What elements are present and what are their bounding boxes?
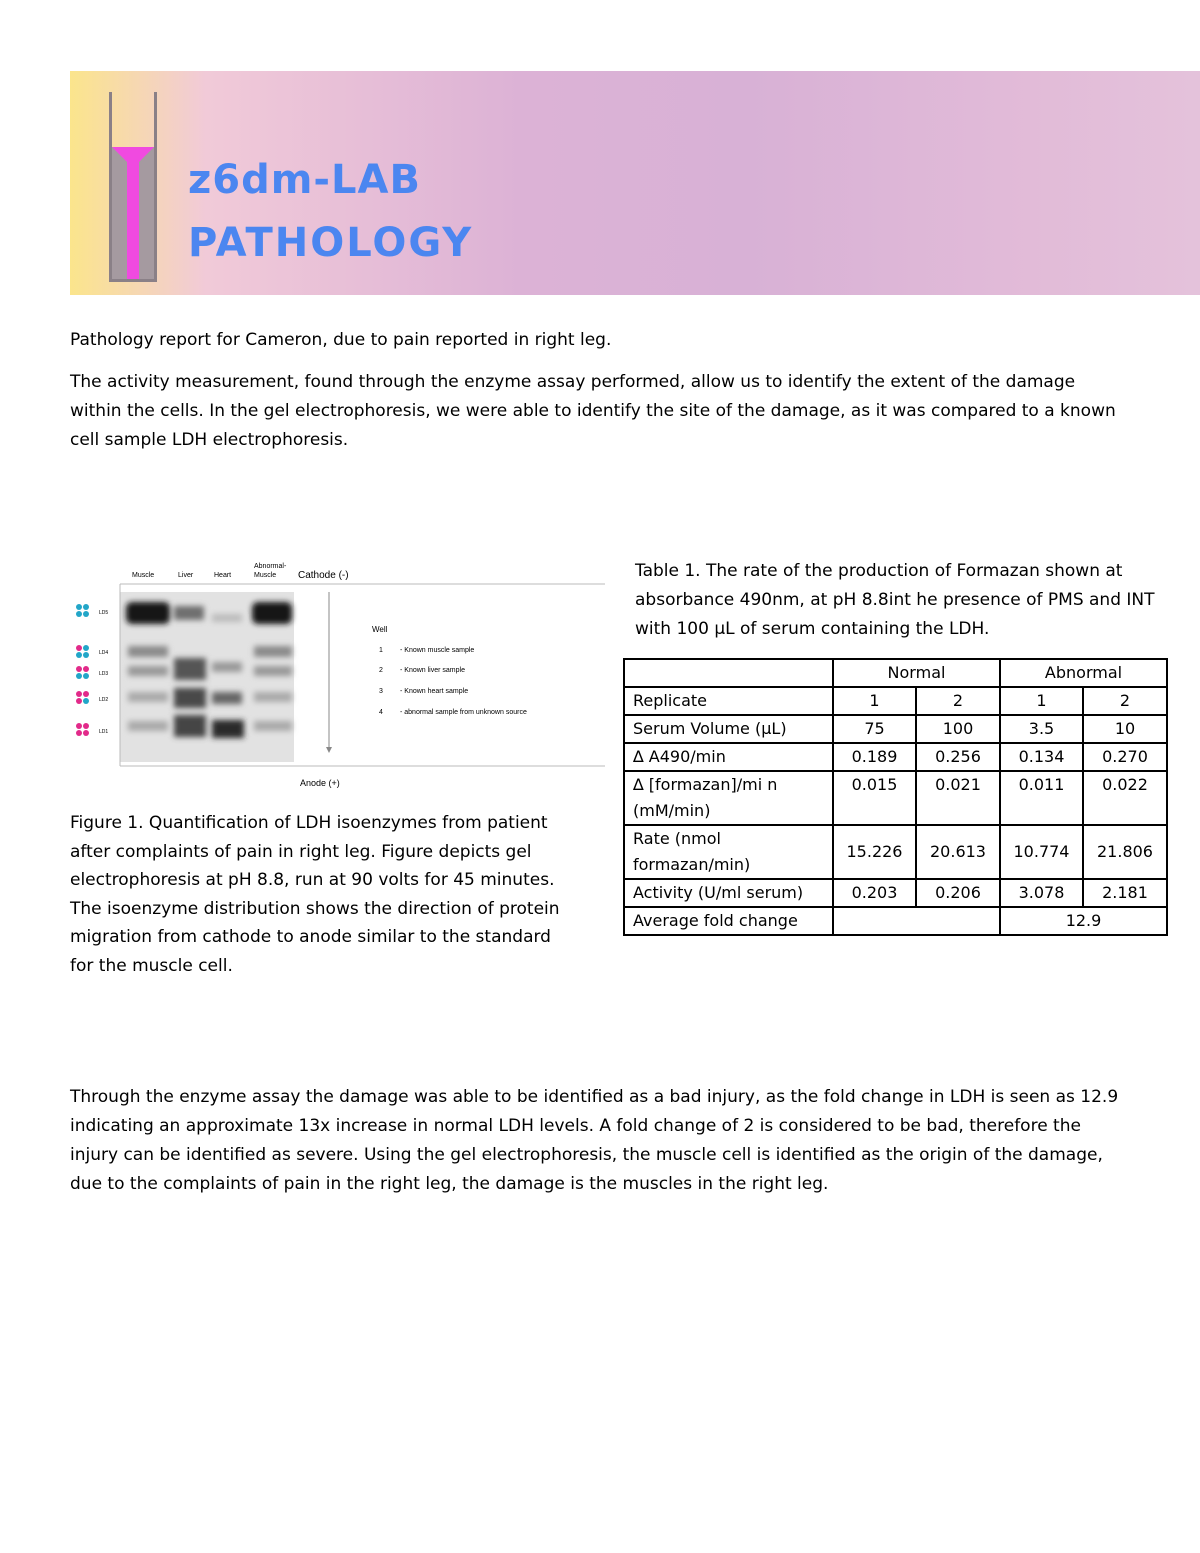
anode-label: Anode (+)	[300, 778, 340, 788]
table-header-row	[624, 659, 1167, 687]
logo-title: z6dm-LAB	[188, 157, 421, 203]
well-label-3: - Known heart sample	[400, 688, 469, 695]
formazan-table	[623, 658, 1168, 936]
table-cell: 100	[916, 715, 1000, 743]
table-row	[624, 879, 1167, 907]
test-tube-logo-icon	[106, 92, 160, 282]
isoenzyme-label-ld2: LD2	[99, 697, 109, 703]
table-row	[624, 771, 1167, 825]
lane-label-abnormal: Abnormal-	[254, 563, 287, 570]
lane-label-abnormal-2: Muscle	[254, 572, 277, 579]
well-title: Well	[372, 625, 388, 634]
table-cell: 3.5	[1000, 715, 1083, 743]
lane-label-liver: Liver	[178, 572, 194, 579]
table-cell: 75	[833, 715, 916, 743]
isoenzyme-label-ld3: LD3	[99, 671, 109, 677]
table-cell: 0.206	[916, 879, 1000, 907]
isoenzyme-label-ld5: LD5	[99, 610, 109, 616]
table-cell: 10.774	[1000, 825, 1083, 879]
table-cell: 0.189	[833, 743, 916, 771]
table-cell: 21.806	[1083, 825, 1167, 879]
table-cell: 0.011	[1000, 771, 1083, 825]
well-label-4: - abnormal sample from unknown source	[400, 709, 527, 716]
table-cell-empty	[833, 907, 1000, 935]
table-cell: 0.203	[833, 879, 916, 907]
table-cell: 0.022	[1083, 771, 1167, 825]
fold-change-value: 12.9	[1000, 907, 1167, 935]
isoenzyme-icon-ld2	[76, 691, 89, 704]
conclusion-paragraph: Through the enzyme assay the damage was able to be identified as a bad injury, as the fold change in LDH is seen as 12.9 indicating an approximate 13x increase in normal LDH levels. A fold change of 2 is considered to be bad, therefore the injury can be identified as severe. Using the gel electrophoresis, the muscle cell is identified as the origin of the damage, due to the complaints of pain in the right leg, the damage is the muscles in the right leg.	[70, 1087, 1119, 1194]
intro-text: Pathology report for Cameron, due to pain reported in right leg.	[70, 330, 612, 350]
table-cell: 0.015	[833, 771, 916, 825]
table-cell: 0.134	[1000, 743, 1083, 771]
isoenzyme-icon-ld5	[76, 604, 89, 617]
isoenzyme-icon-ld1	[76, 723, 89, 736]
table-row	[624, 687, 1167, 715]
figure-caption: Figure 1. Quantification of LDH isoenzymes from patient after complaints of pain in right leg. Figure depicts gel electrophoresis at pH 8.8, run at 90 volts for 45 minutes. The isoenzyme distribution shows the direction of protein migration from cathode to anode similar to the standard for the muscle cell.	[70, 813, 560, 976]
table-cell: 2	[1083, 687, 1167, 715]
table-cell: 1	[1000, 687, 1083, 715]
table-row	[624, 825, 1167, 879]
table-row	[624, 715, 1167, 743]
lane-label-heart: Heart	[214, 572, 232, 579]
activity-paragraph: The activity measurement, found through the enzyme assay performed, allow us to identify the extent of the damage within the cells. In the gel electrophoresis, we were able to identify the site of the damage, as it was compared to a known cell sample LDH electrophoresis.	[70, 372, 1116, 450]
cathode-label: Cathode (-)	[298, 570, 349, 581]
table-row	[624, 743, 1167, 771]
isoenzyme-label-ld4: LD4	[99, 650, 109, 656]
table-cell: 20.613	[916, 825, 1000, 879]
well-number-1: 1	[379, 647, 383, 654]
table-row-fold-change	[624, 907, 1167, 935]
table-cell: 0.270	[1083, 743, 1167, 771]
well-number-3: 3	[379, 688, 383, 695]
row-label: ∆ A490/min	[624, 743, 833, 771]
isoenzyme-icon-ld3	[76, 666, 89, 679]
row-label: Serum Volume (µL)	[624, 715, 833, 743]
row-label: Replicate	[624, 687, 833, 715]
table-cell: 0.256	[916, 743, 1000, 771]
isoenzyme-icon-ld4	[76, 645, 89, 658]
well-label-2: - Known liver sample	[400, 667, 465, 674]
gel-electrophoresis-figure	[70, 548, 605, 793]
well-label-1: - Known muscle sample	[400, 647, 475, 654]
row-label: Average fold change	[624, 907, 833, 935]
lane-label-muscle: Muscle	[132, 572, 155, 579]
table-corner-cell	[624, 659, 833, 687]
table-cell: 1	[833, 687, 916, 715]
well-number-2: 2	[379, 667, 383, 674]
well-number-4: 4	[379, 709, 383, 716]
group-normal-header: Normal	[833, 659, 1000, 687]
table-cell: 10	[1083, 715, 1167, 743]
logo-subtitle: PATHOLOGY	[188, 220, 474, 266]
row-label: Activity (U/ml serum)	[624, 879, 833, 907]
table-cell: 0.021	[916, 771, 1000, 825]
table-cell: 2	[916, 687, 1000, 715]
table-cell: 15.226	[833, 825, 916, 879]
group-abnormal-header: Abnormal	[1000, 659, 1167, 687]
row-label: ∆ [formazan]/mi n (mM/min)	[624, 771, 833, 825]
table-caption: Table 1. The rate of the production of Formazan shown at absorbance 490nm, at pH 8.8int he presence of PMS and INT with 100 µL of serum containing the LDH.	[635, 561, 1155, 639]
table-cell: 3.078	[1000, 879, 1083, 907]
row-label: Rate (nmol formazan/min)	[624, 825, 833, 879]
table-cell: 2.181	[1083, 879, 1167, 907]
isoenzyme-label-ld1: LD1	[99, 729, 109, 735]
